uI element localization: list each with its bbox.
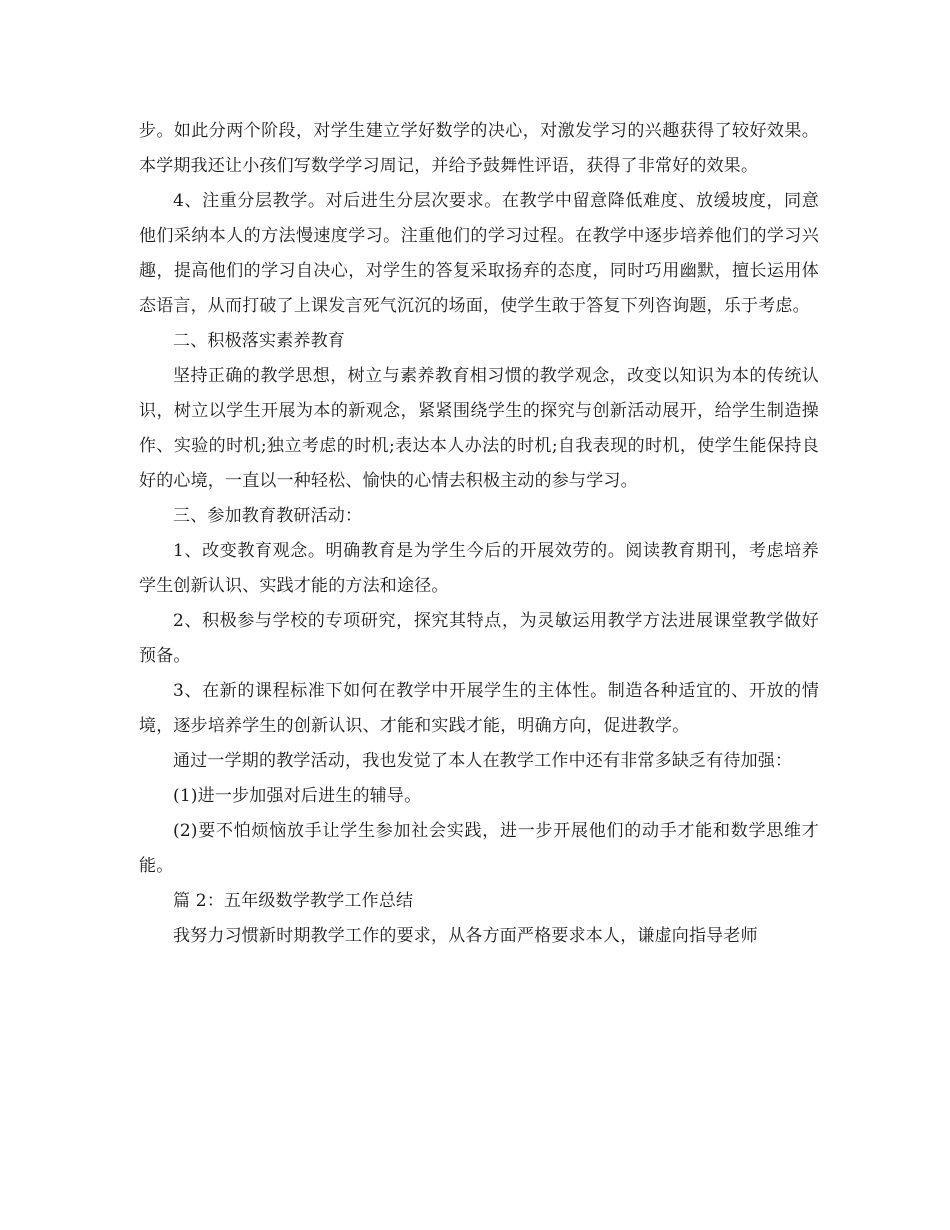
section-heading-quality-education: 二、积极落实素养教育: [173, 331, 345, 351]
document-body: [139, 114, 819, 954]
section-heading-teaching-research: 三、参加教育教研活动：: [173, 506, 363, 526]
list-item-2: 2、积极参与学校的专项研究，探究其特点，为灵敏运用教学方法进展课堂教学做好预备。: [139, 611, 819, 666]
paragraph-continuation: 步。如此分两个阶段，对学生建立学好数学的决心，对激发学习的兴趣获得了较好效果。本学期我还让小孩们写数学学习周记，并给予鼓舞性评语，获得了非常好的效果。: [139, 121, 819, 176]
list-item-1: 1、改变教育观念。明确教育是为学生今后的开展效劳的。阅读教育期刊，考虑培养学生创新认识、实践才能的方法和途径。: [139, 541, 819, 596]
paragraph-part-2-intro: 我努力习惯新时期教学工作的要求，从各方面严格要求本人，谦虚向指导老师: [173, 926, 758, 946]
paragraph-layered-teaching: 4、注重分层教学。对后进生分层次要求。在教学中留意降低难度、放缓坡度，同意他们采纳本人的方法慢速度学习。注重他们的学习过程。在教学中逐步培养他们的学习兴趣，提高他们的学习自决心，对学生的答复采取扬弃的态度，同时巧用幽默，擅长运用体态语言，从而打破了上课发言死气沉沉的场面，使学生敢于答复下列咨询题，乐于考虑。: [139, 191, 819, 316]
article-heading-part-2: 篇 2：五年级数学教学工作总结: [173, 891, 414, 911]
list-item-paren-2: (2)要不怕烦恼放手让学生参加社会实践，进一步开展他们的动手才能和数学思维才能。: [139, 821, 819, 876]
paragraph-shortcomings: 通过一学期的教学活动，我也发觉了本人在教学工作中还有非常多缺乏有待加强：: [173, 751, 793, 771]
paragraph-teaching-philosophy: 坚持正确的教学思想，树立与素养教育相习惯的教学观念，改变以知识为本的传统认识，树立以学生开展为本的新观念，紧紧围绕学生的探究与创新活动展开，给学生制造操作、实验的时机;独立考虑的时机;表达本人办法的时机;自我表现的时机，使学生能保持良好的心境，一直以一种轻松、愉快的心情去积极主动的参与学习。: [139, 366, 819, 491]
list-item-3: 3、在新的课程标准下如何在教学中开展学生的主体性。制造各种适宜的、开放的情境，逐步培养学生的创新认识、才能和实践才能，明确方向，促进教学。: [139, 681, 819, 736]
list-item-paren-1: (1)进一步加强对后进生的辅导。: [173, 786, 422, 806]
